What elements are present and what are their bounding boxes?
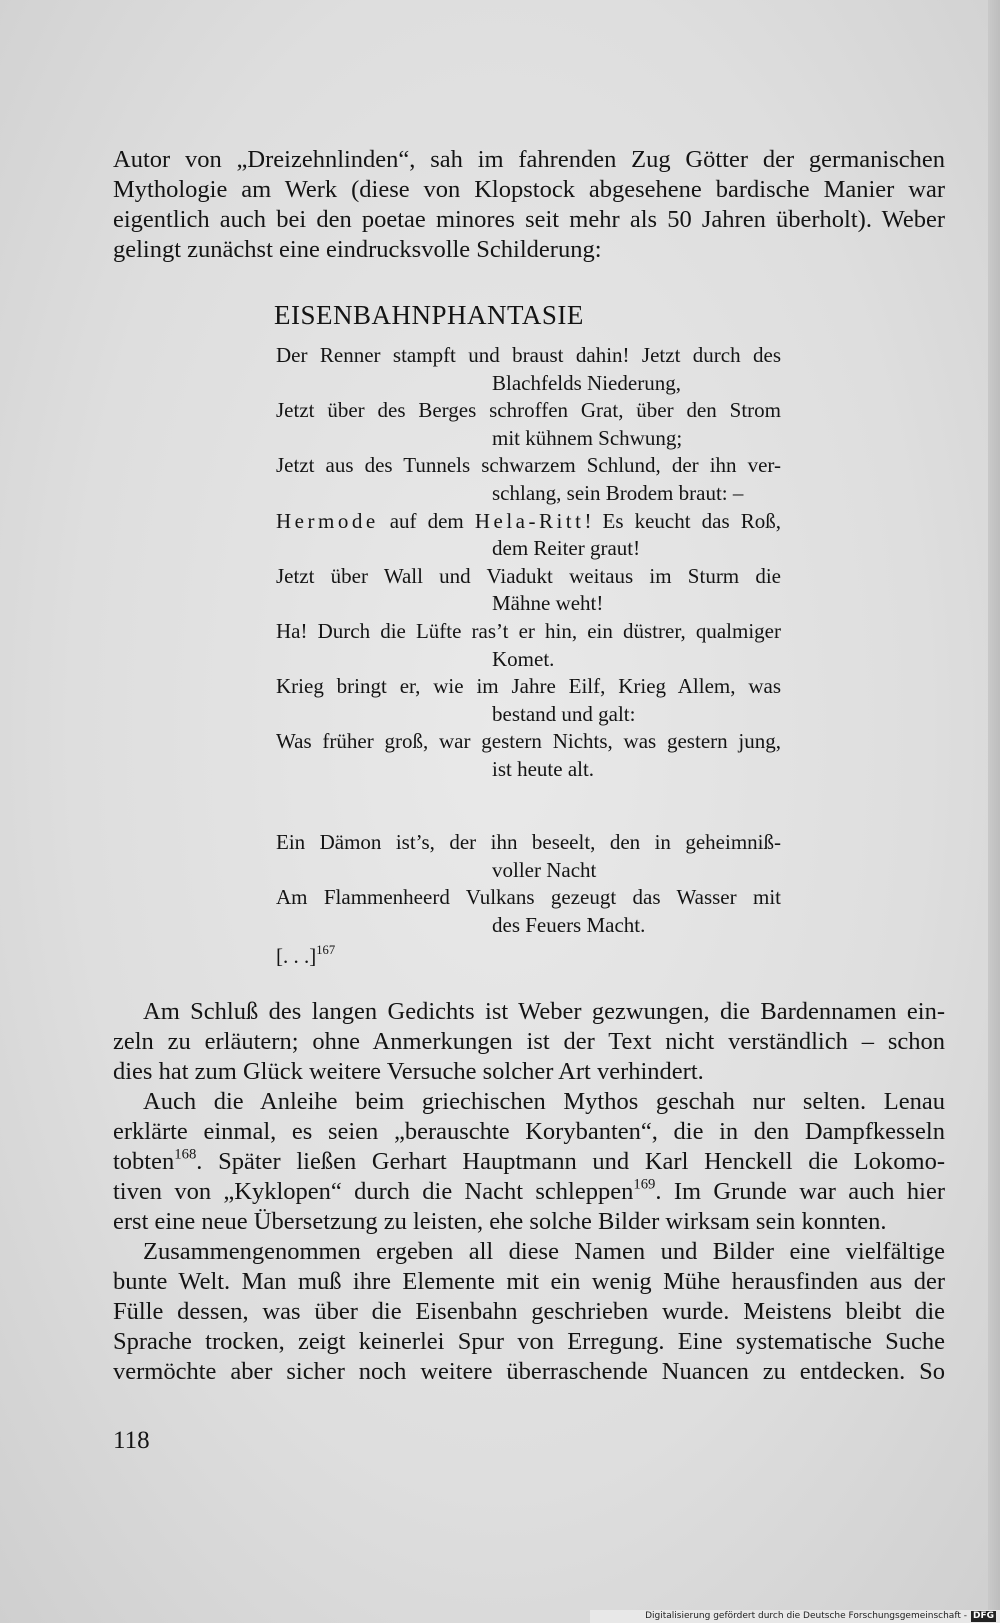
text-line: Zusammengenommen ergeben all diese Namen und Bilder eine vielfältige: [143, 1238, 945, 1265]
poem-title: EISENBAHNPHANTASIE: [274, 300, 584, 330]
poem-line: Jetzt über Wall und Viadukt weitaus im Sturm die: [276, 563, 781, 588]
text-line: [113, 1147, 945, 1177]
text-line: dies hat zum Glück weitere Versuche solcher Art verhindert.: [113, 1058, 704, 1085]
poem-stanza-1: [276, 342, 781, 784]
poem-text: auf dem: [378, 508, 475, 533]
text-span: . Später ließen Gerhart Hauptmann und Karl Henckell die Lokomo-: [196, 1148, 945, 1175]
body-paragraphs: [113, 997, 945, 1387]
text-line: erst eine neue Übersetzung zu leisten, ehe solche Bilder wirksam sein konnten.: [113, 1208, 887, 1235]
text-line: erklärte einmal, es seien „berauschte Korybanten“, die in den Dampfkesseln: [113, 1118, 945, 1145]
footnote-ref-168: 168: [174, 1146, 197, 1163]
poem-line-continuation: des Feuers Macht.: [492, 912, 646, 937]
ellipsis-mark: [. . .]: [276, 944, 317, 968]
text-line: Mythologie am Werk (diese von Klopstock abgesehene bardische Manier war: [113, 176, 945, 203]
text-span: tiven von „Kyklopen“ durch die Nacht schleppen: [113, 1178, 634, 1205]
poem-line-continuation: ist heute alt.: [492, 756, 595, 781]
poem-line: Jetzt über des Berges schroffen Grat, über den Strom: [276, 398, 781, 423]
spaced-name-hela-ritt: Hela-Ritt: [474, 508, 585, 533]
poem-line: Jetzt aus des Tunnels schwarzem Schlund, der ihn ver-: [276, 453, 781, 478]
poem-line-continuation: schlang, sein Brodem braut: –: [492, 480, 744, 505]
dfg-logo: DFG: [972, 1611, 994, 1621]
poem-line-continuation: Komet.: [492, 646, 555, 671]
poem-line: Was früher groß, war gestern Nichts, was gestern jung,: [276, 729, 781, 754]
poem-line: Ein Dämon ist’s, der ihn beseelt, den in geheimniß-: [276, 830, 781, 854]
poem-text: ! Es keucht das Roß,: [584, 508, 781, 533]
text-line: vermöchte aber sicher noch weitere überraschende Nuancen zu entdecken. So: [113, 1358, 945, 1385]
intro-paragraph: [113, 145, 945, 265]
poem-ellipsis: [276, 944, 335, 969]
poem-line: Krieg bringt er, wie im Jahre Eilf, Krieg Allem, was: [276, 674, 781, 699]
poem-line-continuation: voller Nacht: [492, 857, 597, 882]
footnote-ref-169: 169: [633, 1176, 656, 1193]
poem-line: Der Renner stampft und braust dahin! Jetzt durch des: [276, 343, 781, 367]
poem-line-continuation: Mähne weht!: [492, 591, 604, 616]
text-line: Autor von „Dreizehnlinden“, sah im fahrenden Zug Götter der germanischen: [113, 146, 945, 173]
poem-line: Am Flammenheerd Vulkans gezeugt das Wasser mit: [276, 885, 781, 910]
text-line: bunte Welt. Man muß ihre Elemente mit ein wenig Mühe herausfinden aus der: [113, 1268, 945, 1295]
text-span: . Im Grunde war auch hier: [655, 1178, 945, 1205]
page-edge-shadow: [988, 0, 1000, 1623]
text-line: Sprache trocken, zeigt keinerlei Spur von Erregung. Eine systematische Suche: [113, 1328, 945, 1355]
footer-text: Digitalisierung gefördert durch die Deutsche Forschungsgemeinschaft -: [645, 1611, 967, 1621]
digitization-footer: [590, 1610, 1000, 1623]
text-span: tobten: [113, 1148, 175, 1175]
page-number: 118: [113, 1427, 150, 1454]
text-line: eigentlich auch bei den poetae minores seit mehr als 50 Jahren überholt). Weber: [113, 206, 945, 233]
text-line: Auch die Anleihe beim griechischen Mythos geschah nur selten. Lenau: [143, 1088, 945, 1115]
text-line: gelingt zunächst eine eindrucksvolle Schilderung:: [113, 236, 602, 263]
poem-line-continuation: Blachfelds Niederung,: [492, 370, 681, 395]
poem-line-continuation: bestand und galt:: [492, 701, 636, 726]
spaced-name-hermode: Hermode: [276, 508, 379, 533]
poem-line: Ha! Durch die Lüfte ras’t er hin, ein düstrer, qualmiger: [276, 618, 781, 643]
poem-line-continuation: dem Reiter graut!: [492, 536, 641, 561]
text-line: Am Schluß des langen Gedichts ist Weber gezwungen, die Bardennamen ein-: [143, 998, 945, 1025]
poem-line-continuation: mit kühnem Schwung;: [492, 425, 683, 450]
text-line: zeln zu erläutern; ohne Anmerkungen ist der Text nicht verständlich – schon: [113, 1028, 945, 1055]
text-line: Fülle dessen, was über die Eisenbahn geschrieben wurde. Meistens bleibt die: [113, 1298, 945, 1325]
poem-line: [276, 508, 781, 536]
footnote-ref-167: 167: [316, 943, 336, 958]
poem-stanza-2: [276, 829, 781, 939]
text-line: [113, 1177, 945, 1207]
